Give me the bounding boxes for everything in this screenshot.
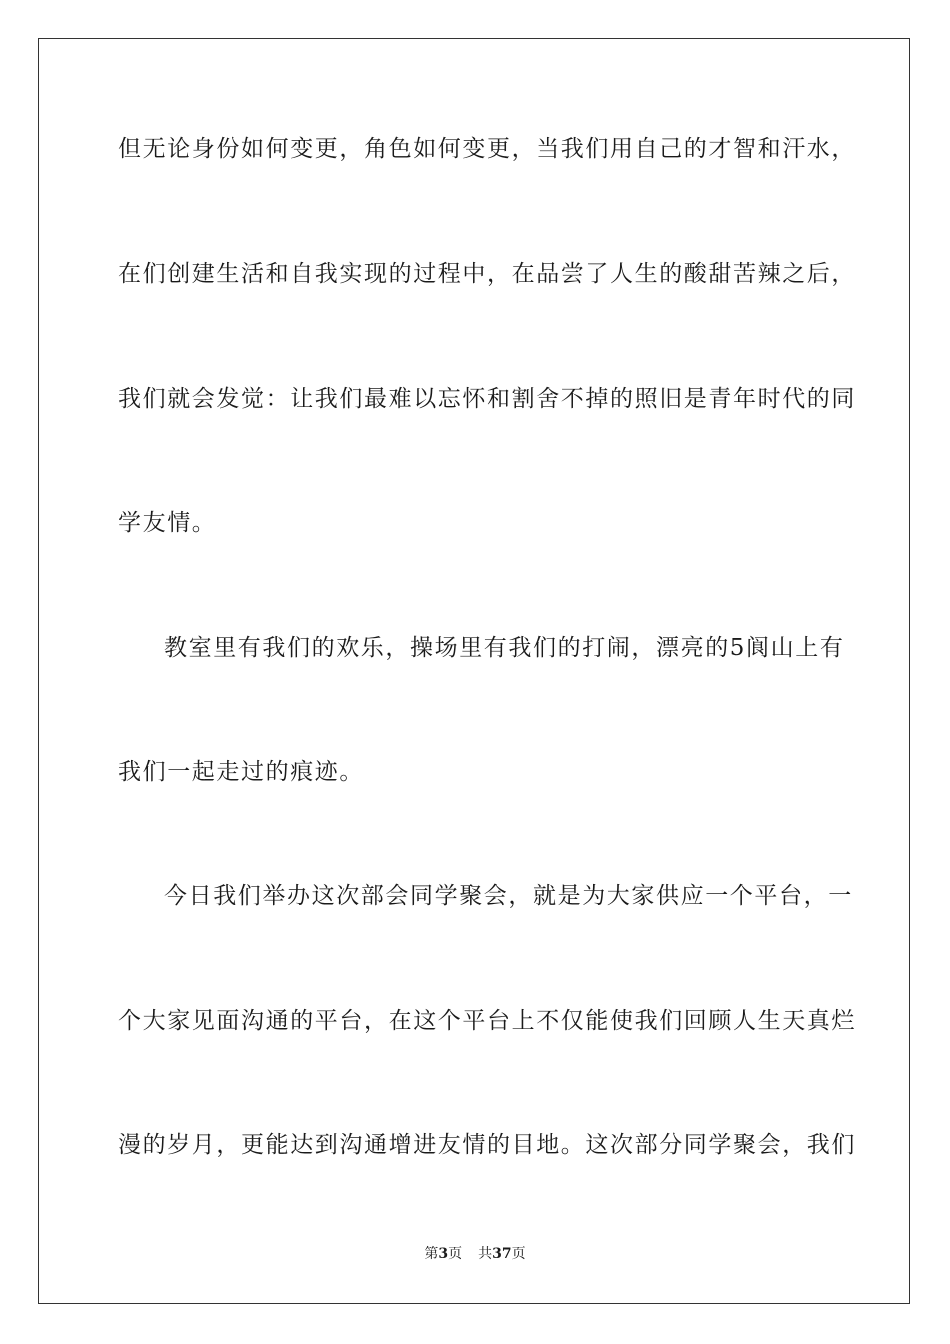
body-line-5: 教室里有我们的欢乐，操场里有我们的打闹，漂亮的5阆山上有 [164,635,845,661]
page-border [38,38,910,1304]
footer-total-pages: 37 [492,1246,512,1262]
footer-page-prefix: 第 [424,1246,439,1262]
footer-total-prefix: 共 [478,1246,493,1262]
body-line-2: 在们创建生活和自我实现的过程中，在品尝了人生的酸甜苦辣之后， [118,261,856,287]
body-line-9: 漫的岁月，更能达到沟通增进友情的目地。这次部分同学聚会，我们 [118,1132,856,1158]
body-line-7: 今日我们举办这次部会同学聚会，就是为大家供应一个平台，一 [164,883,853,909]
body-line-1: 但无论身份如何变更，角色如何变更，当我们用自己的才智和汗水， [118,136,856,162]
body-line-8: 个大家见面沟通的平台，在这个平台上不仅能使我们回顾人生天真烂 [118,1008,856,1034]
body-line-3: 我们就会发觉：让我们最难以忘怀和割舍不掉的照旧是青年时代的同 [118,386,856,412]
page-footer [0,1244,950,1264]
footer-page-suffix: 页 [448,1246,463,1262]
body-line-4: 学友情。 [118,510,217,536]
footer-total-suffix: 页 [511,1246,526,1262]
footer-page-number: 3 [438,1246,449,1262]
body-line-6: 我们一起走过的痕迹。 [118,759,364,785]
